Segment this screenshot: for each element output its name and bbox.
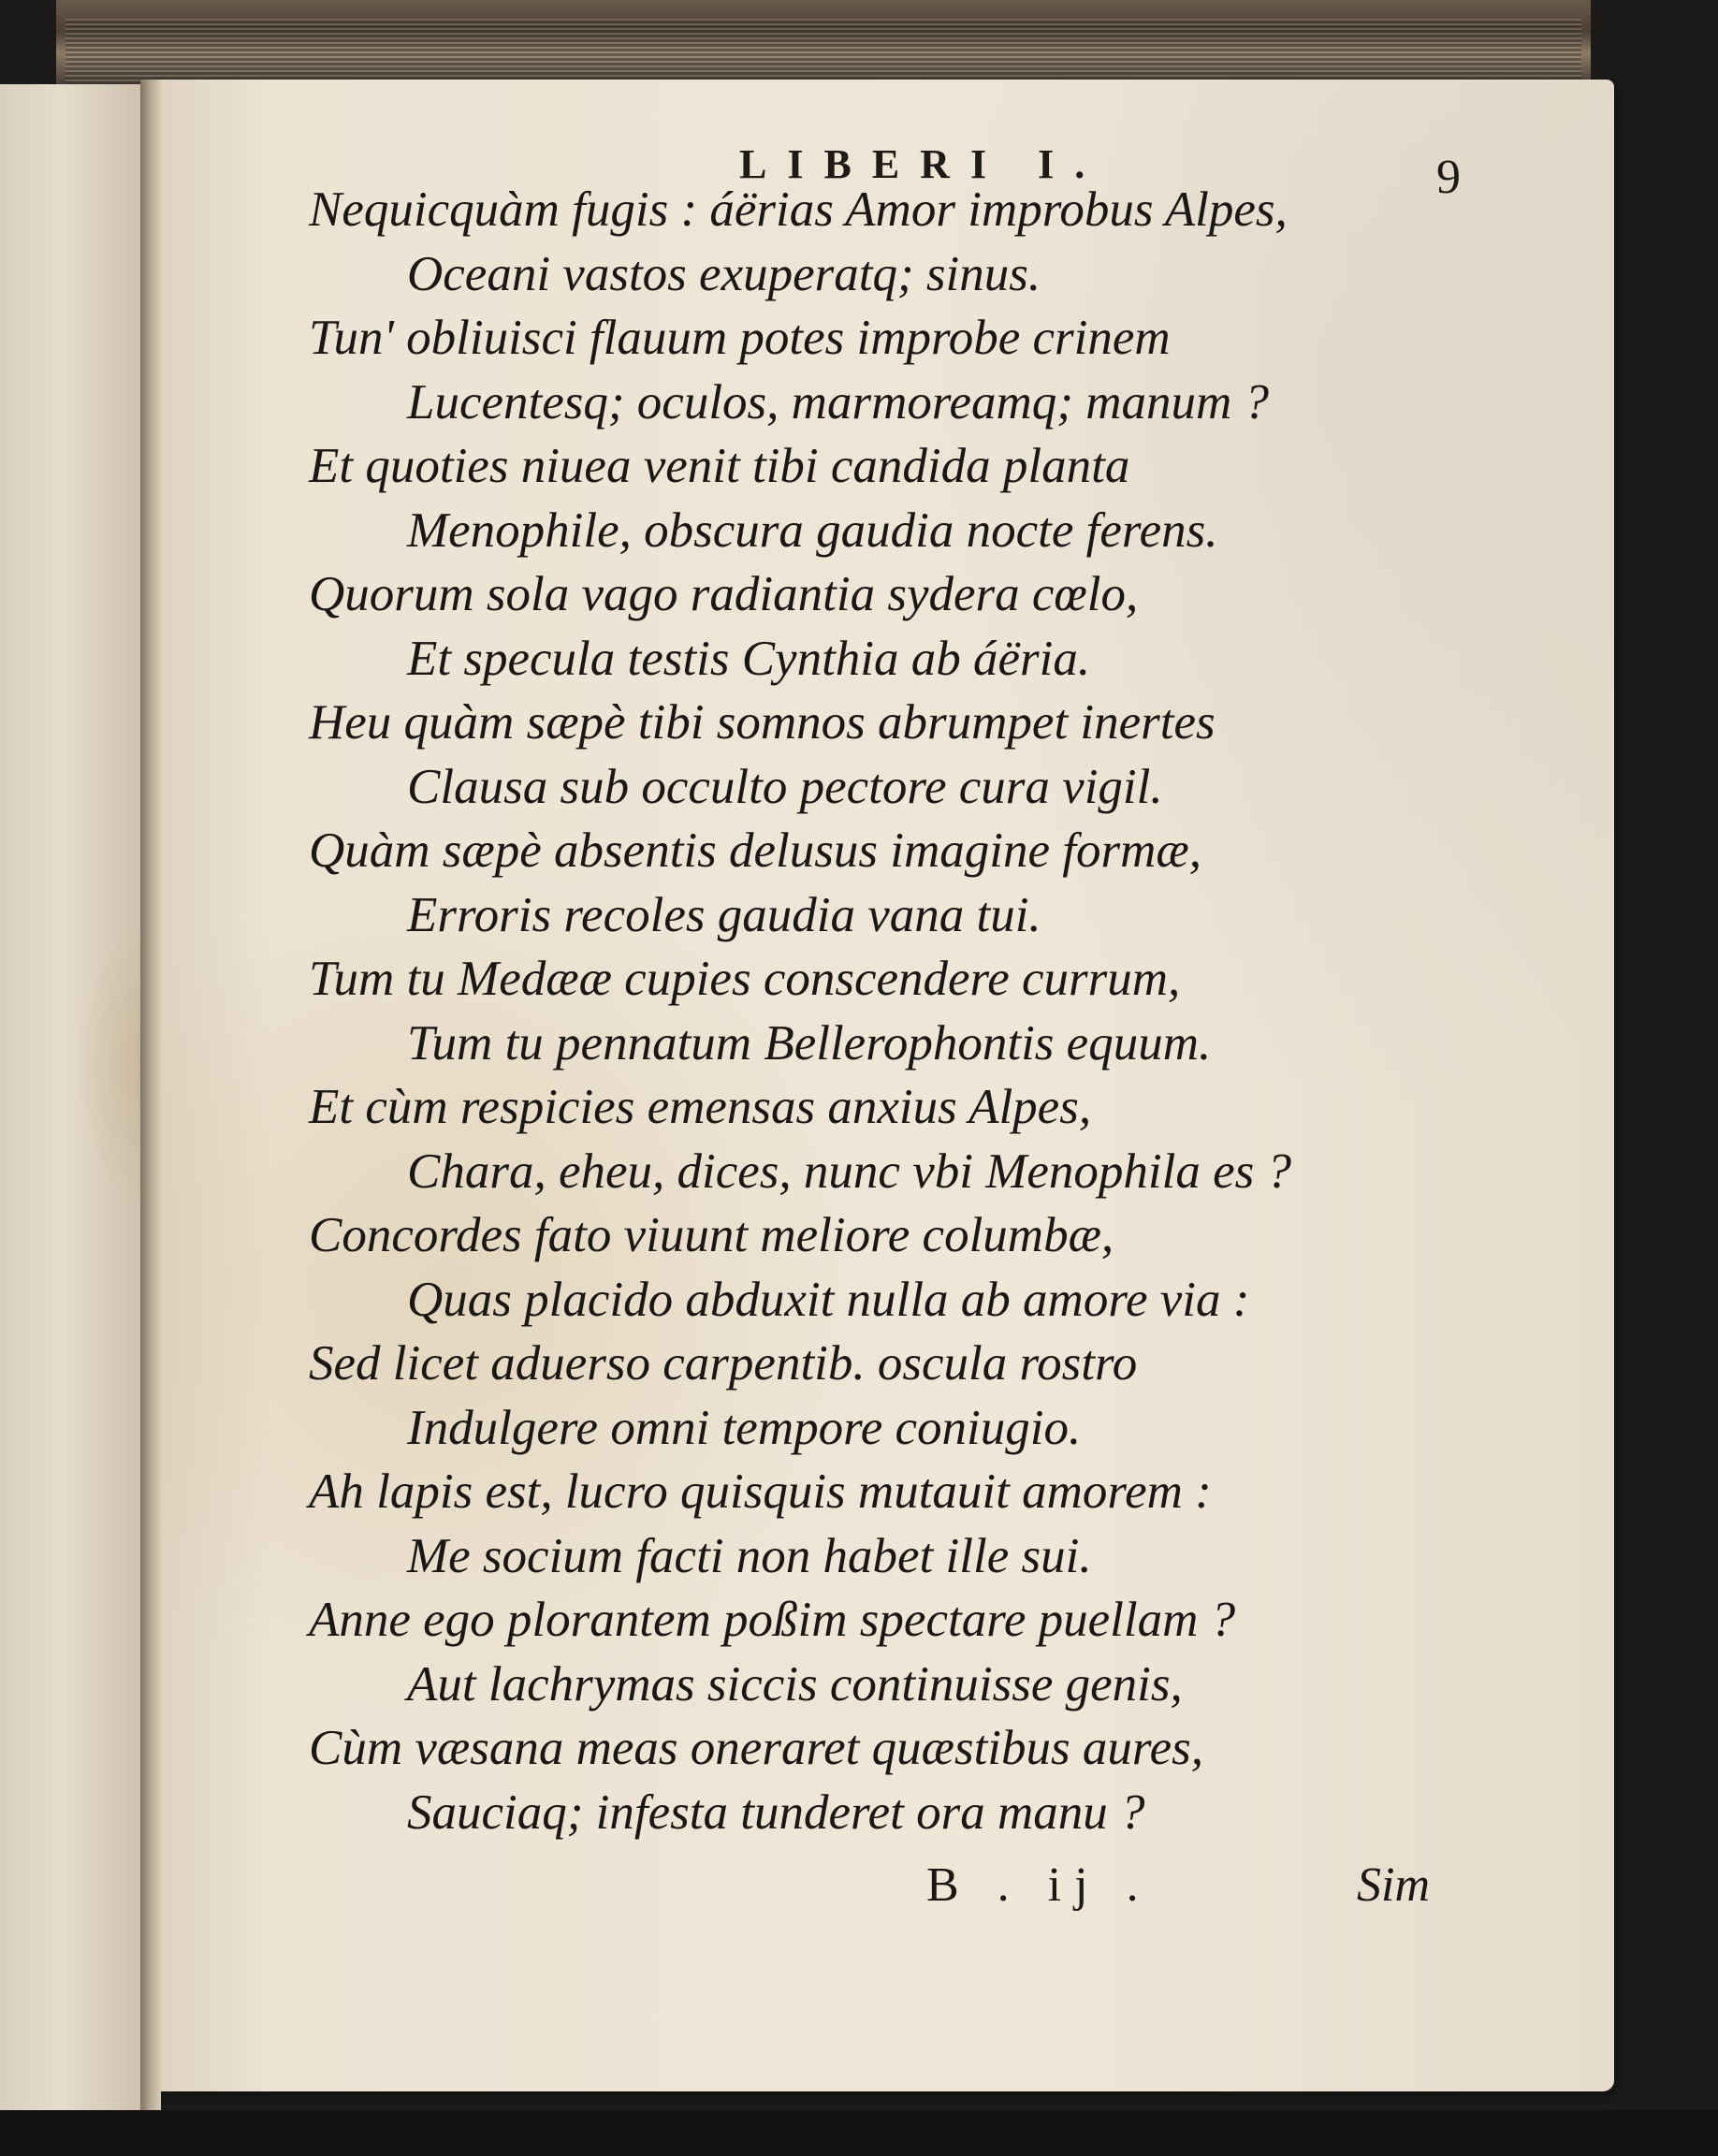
- poem-line: Sauciaq; infesta tunderet ora manu ?: [407, 1785, 1145, 1840]
- dark-background: [0, 2110, 1718, 2156]
- poem-line: Nequicquàm fugis : áërias Amor improbus Alpes,: [309, 182, 1288, 237]
- poem-line: Cùm væsana meas oneraret quæstibus aures,: [309, 1721, 1203, 1775]
- poem-line: Quàm sæpè absentis delusus imagine formæ,: [309, 823, 1201, 878]
- poem-line: Ah lapis est, lucro quisquis mutauit amorem :: [309, 1464, 1212, 1519]
- poem-text: [309, 178, 1478, 1844]
- poem-line: Heu quàm sæpè tibi somnos abrumpet inertes: [309, 695, 1216, 750]
- poem-line: Tum tu Medææ cupies conscendere currum,: [309, 952, 1181, 1006]
- poem-line: Clausa sub occulto pectore cura vigil.: [407, 759, 1163, 814]
- page-number: 9: [1436, 151, 1461, 204]
- poem-line: Et cùm respicies emensas anxius Alpes,: [309, 1080, 1092, 1134]
- poem-line: Sed licet aduerso carpentib. oscula rostro: [309, 1336, 1138, 1391]
- poem-line: Lucentesq; oculos, marmoreamq; manum ?: [407, 374, 1270, 430]
- catchword: Sim: [1357, 1858, 1430, 1912]
- book-gutter: [140, 80, 161, 2110]
- poem-line: Et quoties niuea venit tibi candida planta: [309, 439, 1130, 493]
- poem-line: Chara, eheu, dices, nunc vbi Menophila es ?: [407, 1144, 1291, 1199]
- poem-line: Tun' obliuisci flauum potes improbe crinem: [309, 311, 1171, 365]
- page-edges: [66, 19, 1581, 84]
- poem-line: Concordes fato viuunt meliore columbæ,: [309, 1208, 1114, 1262]
- poem-line: Oceani vastos exuperatq; sinus.: [407, 246, 1041, 301]
- poem-line: Anne ego plorantem poßim spectare puellam ?: [309, 1593, 1236, 1647]
- poem-line: Tum tu pennatum Bellerophontis equum.: [407, 1015, 1212, 1071]
- poem-line: Quorum sola vago radiantia sydera cœlo,: [309, 567, 1139, 621]
- poem-line: Et specula testis Cynthia ab áëria.: [407, 631, 1091, 686]
- poem-line: Quas placido abduxit nulla ab amore via :: [407, 1272, 1250, 1327]
- signature-mark: B . ij .: [926, 1858, 1152, 1912]
- poem-line: Erroris recoles gaudia vana tui.: [407, 887, 1041, 942]
- poem-line: Me socium facti non habet ille sui.: [407, 1528, 1092, 1583]
- running-title: LIBERI I.: [739, 141, 1106, 187]
- poem-line: Menophile, obscura gaudia nocte ferens.: [407, 503, 1218, 558]
- poem-line: Indulgere omni tempore coniugio.: [407, 1400, 1082, 1455]
- poem-line: Aut lachrymas siccis continuisse genis,: [407, 1656, 1183, 1712]
